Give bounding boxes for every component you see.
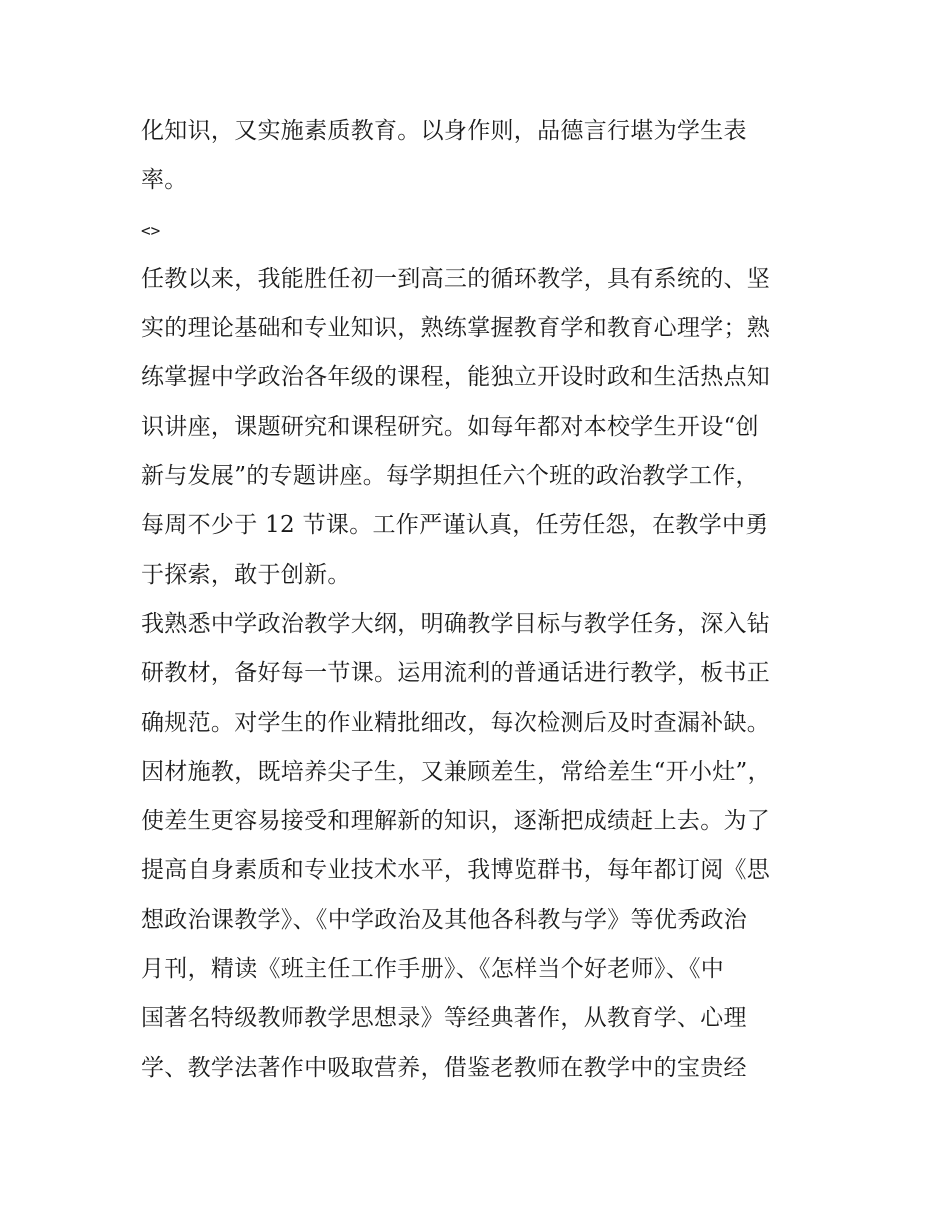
text-line: 化知识，又实施素质教育。以身作则，品德言行堪为学生表 bbox=[141, 118, 747, 144]
paragraph-1 bbox=[141, 107, 821, 206]
text-line: 于探索，敢于创新。 bbox=[141, 561, 351, 588]
document-body bbox=[141, 107, 821, 1093]
text-line: 想政治课教学》、《中学政治及其他各科教与学》等优秀政治 bbox=[141, 906, 748, 933]
text-line: 研教材，备好每一节课。运用流利的普通话进行教学，板书正 bbox=[141, 660, 771, 687]
text-line: 学、教学法著作中吸取营养，借鉴老教师在教学中的宝贵经 bbox=[141, 1054, 747, 1081]
section-marker: <> bbox=[141, 220, 161, 240]
paragraph-3 bbox=[141, 600, 821, 1093]
text-line: 国著名特级教师教学思想录》等经典著作，从教育学、心理 bbox=[141, 1005, 747, 1032]
text-line: 月刊，精读《班主任工作手册》、《怎样当个好老师》、《中 bbox=[141, 956, 725, 983]
paragraph-2 bbox=[141, 255, 821, 600]
text-line: 提高自身素质和专业技术水平，我博览群书，每年都订阅《思 bbox=[141, 857, 771, 884]
text-line: 练掌握中学政治各年级的课程，能独立开设时政和生活热点知 bbox=[141, 364, 771, 391]
text-line: 使差生更容易接受和理解新的知识，逐渐把成绩赶上去。为了 bbox=[141, 808, 771, 835]
text-line: 率。 bbox=[141, 167, 188, 194]
text-line: 新与发展”的专题讲座。每学期担任六个班的政治教学工作， bbox=[141, 463, 759, 490]
text-line: 实的理论基础和专业知识，熟练掌握教育学和教育心理学；熟 bbox=[141, 315, 771, 342]
text-line: 因材施教，既培养尖子生，又兼顾差生，常给差生“开小灶”， bbox=[141, 758, 771, 785]
text-line: 任教以来，我能胜任初一到高三的循环教学，具有系统的、坚 bbox=[141, 265, 771, 292]
text-line: 我熟悉中学政治教学大纲，明确教学目标与教学任务，深入钻 bbox=[141, 610, 771, 637]
text-line: 每周不少于 12 节课。工作严谨认真，任劳任怨，在教学中勇 bbox=[141, 512, 769, 539]
text-line: 确规范。对学生的作业精批细改，每次检测后及时查漏补缺。 bbox=[141, 709, 771, 736]
text-line: 识讲座，课题研究和课程研究。如每年都对本校学生开设“创 bbox=[141, 413, 759, 440]
